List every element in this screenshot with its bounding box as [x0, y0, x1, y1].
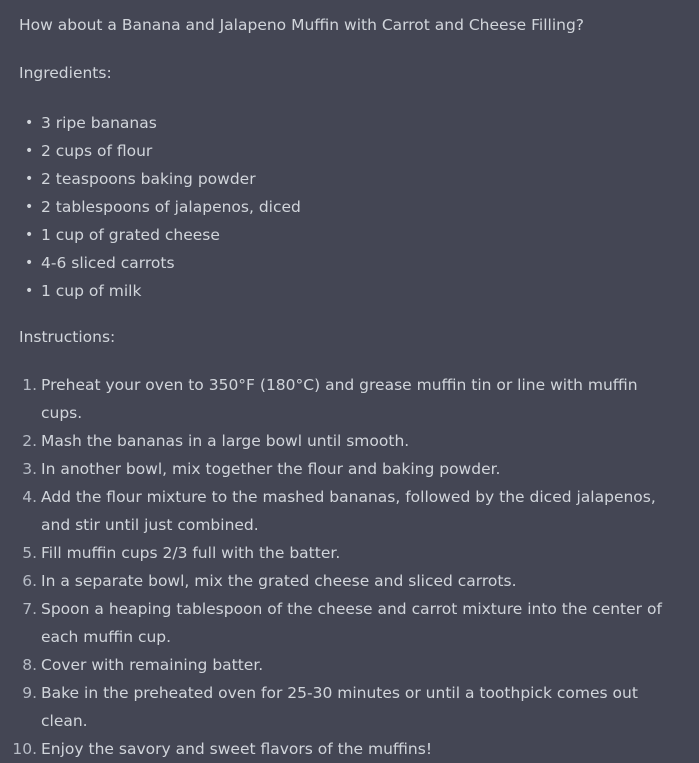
ingredients-list [19, 109, 680, 305]
step-number: 5. [22, 544, 37, 562]
instruction-step [19, 595, 680, 651]
bullet-icon: • [25, 283, 34, 299]
ingredient-item: • 2 tablespoons of jalapenos, diced [19, 193, 680, 221]
bullet-icon: • [25, 199, 34, 215]
instruction-step [12, 735, 680, 763]
step-number: 7. [22, 600, 37, 618]
bullet-icon: • [25, 227, 34, 243]
step-text: Cover with remaining batter. [41, 656, 264, 674]
step-number: 10. [12, 740, 37, 758]
instruction-step [19, 483, 680, 539]
step-text: Fill muffin cups 2/3 full with the batter. [41, 544, 341, 562]
instruction-step [19, 427, 680, 455]
step-text: Enjoy the savory and sweet flavors of the muffins! [41, 740, 433, 758]
intro-text: How about a Banana and Jalapeno Muffin with Carrot and Cheese Filling? [19, 16, 585, 34]
step-number: 8. [22, 656, 37, 674]
step-number: 2. [22, 432, 37, 450]
step-number: 6. [22, 572, 37, 590]
ingredients-heading: Ingredients: [19, 64, 112, 82]
step-number: 3. [22, 460, 37, 478]
ingredient-item: • 3 ripe bananas [19, 109, 680, 137]
step-number: 4. [22, 488, 37, 506]
instruction-step [19, 651, 680, 679]
instructions-list [12, 371, 680, 763]
instructions-heading: Instructions: [19, 328, 116, 346]
step-number: 9. [22, 684, 37, 702]
instruction-step [19, 567, 680, 595]
instruction-step [19, 539, 680, 567]
instruction-step [19, 371, 680, 427]
ingredient-item: • 1 cup of grated cheese [19, 221, 680, 249]
step-text: Bake in the preheated oven for 25-30 minutes or until a toothpick comes out clean. [41, 684, 638, 730]
bullet-icon: • [25, 143, 34, 159]
bullet-icon: • [25, 115, 34, 131]
step-text: Spoon a heaping tablespoon of the cheese and carrot mixture into the center of each muffin cup. [41, 600, 662, 646]
ingredient-item: • 2 teaspoons baking powder [19, 165, 680, 193]
instruction-step [19, 455, 680, 483]
instruction-step [19, 679, 680, 735]
ingredient-item: • 4-6 sliced carrots [19, 249, 680, 277]
bullet-icon: • [25, 255, 34, 271]
step-text: Mash the bananas in a large bowl until smooth. [41, 432, 410, 450]
step-text: Preheat your oven to 350°F (180°C) and grease muffin tin or line with muffin cups. [41, 376, 638, 422]
step-number: 1. [22, 376, 37, 394]
step-text: In a separate bowl, mix the grated cheese and sliced carrots. [41, 572, 517, 590]
ingredient-item: • 1 cup of milk [19, 277, 680, 305]
bullet-icon: • [25, 171, 34, 187]
step-text: Add the flour mixture to the mashed bananas, followed by the diced jalapenos, and stir until just combined. [41, 488, 656, 534]
step-text: In another bowl, mix together the flour and baking powder. [41, 460, 501, 478]
ingredient-item: • 2 cups of flour [19, 137, 680, 165]
